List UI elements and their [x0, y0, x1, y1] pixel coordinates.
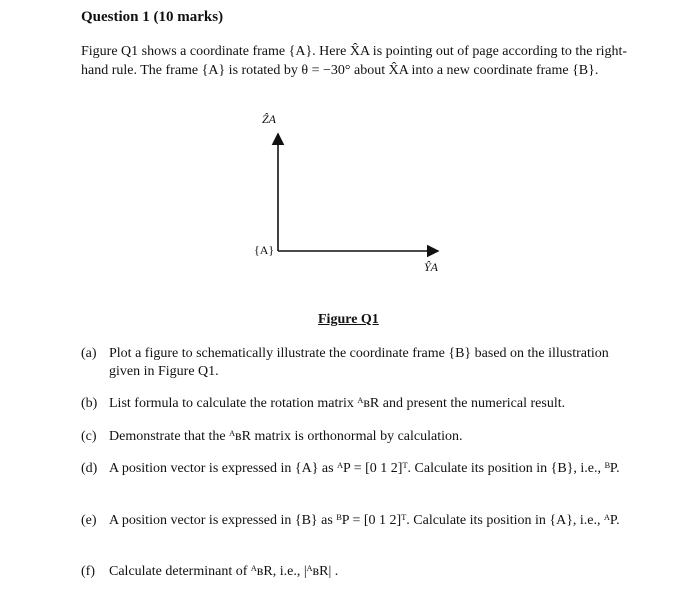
part-f-text: Calculate determinant of ᴬʙR, i.e., |ᴬʙR| .: [109, 564, 339, 579]
part-f: [81, 563, 626, 581]
part-a-text: Plot a figure to schematically illustrate the coordinate frame {B} based on the illustration given in Figure Q1.: [109, 346, 609, 379]
part-a: [81, 345, 626, 381]
intro-line-1: Figure Q1 shows a coordinate frame {A}. Here X̂A is pointing out of page according to the right-: [81, 44, 628, 59]
question-title: Question 1 (10 marks): [81, 9, 224, 25]
question-intro: [81, 42, 626, 80]
part-b-tag: (b): [81, 396, 98, 411]
part-d-text: A position vector is expressed in {A} as ᴬP = [0 1 2]ᵀ. Calculate its position in {B}, i.e., ᴮP.: [109, 461, 620, 476]
y-axis-label: ŶA: [424, 260, 439, 274]
part-c: [81, 428, 626, 446]
intro-line-2: hand rule. The frame {A} is rotated by θ = −30° about X̂A into a new coordinate frame {B}.: [81, 63, 599, 78]
figure-caption: Figure Q1: [318, 312, 379, 327]
figure-q1: [240, 108, 460, 288]
part-c-tag: (c): [81, 429, 97, 444]
part-e-tag: (e): [81, 513, 97, 528]
part-d: [81, 460, 626, 478]
part-a-tag: (a): [81, 346, 97, 361]
frame-label: {A}: [254, 243, 275, 257]
part-e: [81, 512, 626, 530]
z-axis-label: ẐA: [262, 112, 277, 126]
part-c-text: Demonstrate that the ᴬʙR matrix is orthonormal by calculation.: [109, 429, 463, 444]
part-b: [81, 395, 626, 413]
part-f-tag: (f): [81, 564, 95, 579]
part-b-text: List formula to calculate the rotation matrix ᴬʙR and present the numerical result.: [109, 396, 566, 411]
part-e-text: A position vector is expressed in {B} as ᴮP = [0 1 2]ᵀ. Calculate its position in {A}, i.e., ᴬP.: [109, 513, 620, 528]
part-d-tag: (d): [81, 461, 98, 476]
